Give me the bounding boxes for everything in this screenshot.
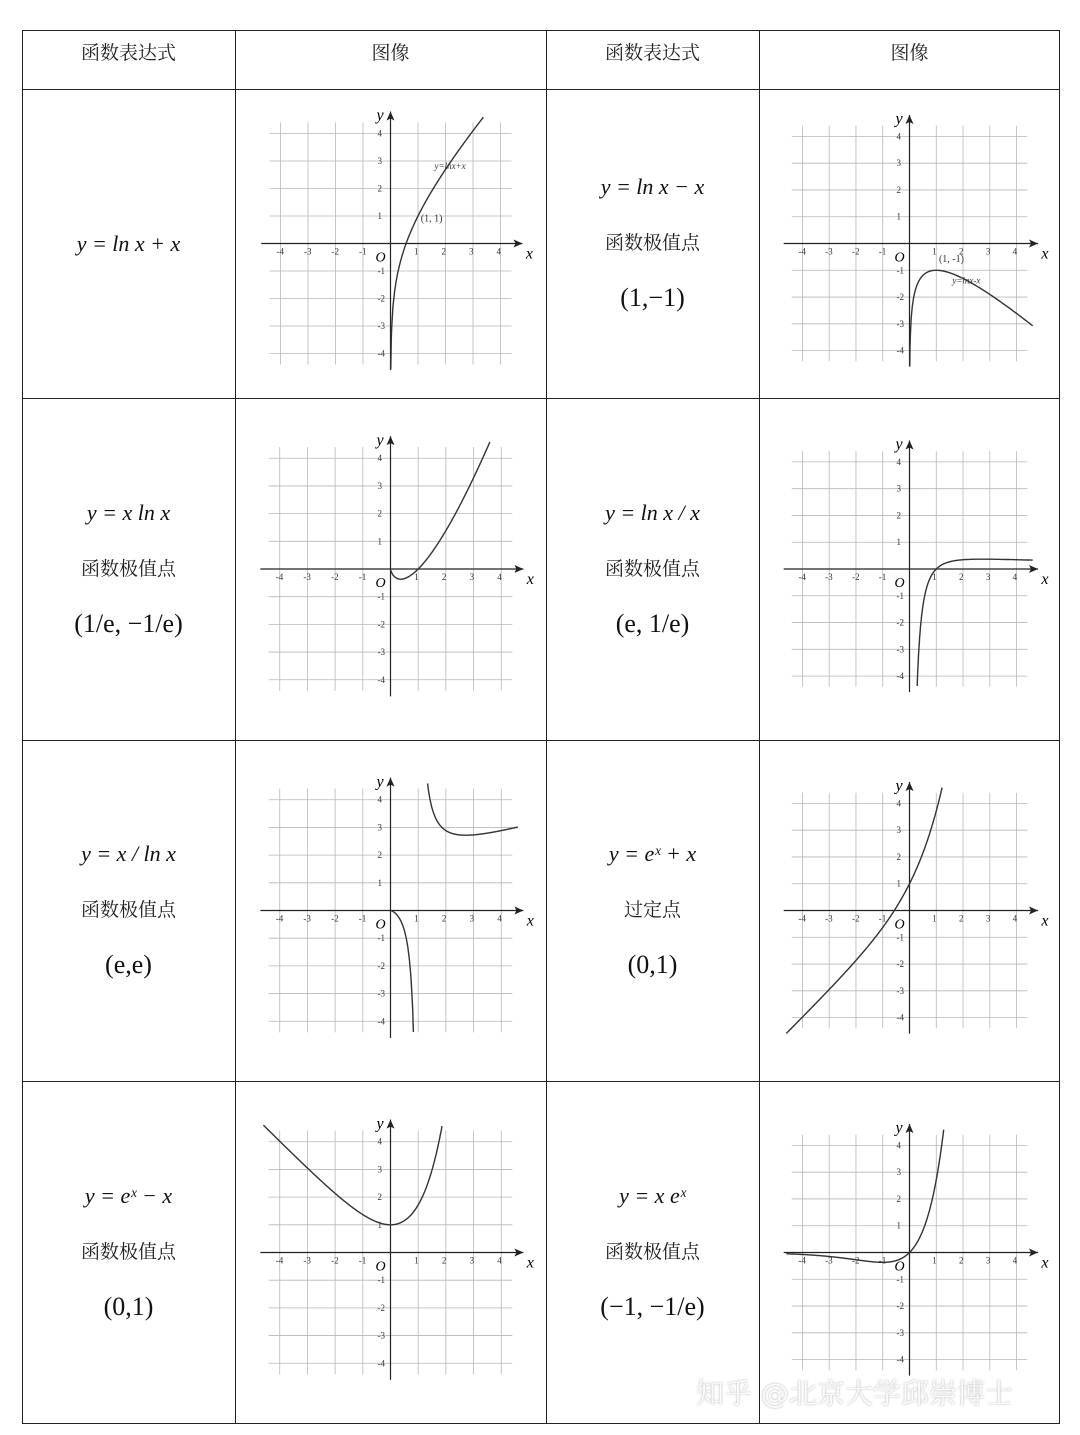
- x-tick-label: 2: [441, 572, 447, 582]
- x-tick-label: -4: [275, 913, 284, 924]
- x-tick-label: 1: [414, 572, 419, 582]
- key-point: (−1, −1/e): [600, 1292, 705, 1321]
- x-tick-label: -3: [825, 572, 833, 582]
- y-axis-label: y: [376, 431, 384, 449]
- expression-cell: [22, 740, 235, 1081]
- x-tick-label: 2: [959, 246, 964, 257]
- function-formula: y = x / ln x: [81, 841, 176, 866]
- x-tick-label: 2: [441, 913, 447, 924]
- function-graph: [764, 94, 1055, 393]
- y-tick-label: 4: [377, 1136, 382, 1147]
- x-tick-label: -4: [798, 572, 806, 582]
- function-graph: [240, 1086, 541, 1419]
- x-tick-label: -3: [825, 246, 833, 257]
- x-tick-label: 3: [985, 246, 991, 257]
- y-tick-label: 1: [896, 211, 901, 222]
- y-tick-label: 3: [377, 822, 382, 833]
- y-tick-label: 3: [896, 158, 901, 169]
- y-tick-label: 3: [896, 825, 901, 836]
- x-tick-label: 4: [496, 246, 502, 257]
- function-graph: [764, 403, 1055, 735]
- x-tick-label: -1: [878, 1255, 887, 1266]
- y-tick-label: -1: [377, 1275, 385, 1286]
- y-tick-label: -1: [896, 590, 904, 601]
- y-tick-label: 2: [377, 1192, 382, 1203]
- function-curve: [391, 784, 518, 1033]
- y-tick-label: 1: [377, 877, 382, 888]
- expression-cell: [22, 1081, 235, 1424]
- y-tick-label: 1: [896, 1220, 901, 1231]
- x-tick-label: 1: [932, 913, 937, 924]
- y-tick-label: -3: [377, 988, 385, 999]
- y-tick-label: -3: [896, 985, 904, 996]
- x-tick-label: 1: [932, 572, 937, 582]
- graph-cell: [759, 740, 1060, 1081]
- x-tick-label: 1: [932, 246, 937, 257]
- x-tick-label: -2: [331, 572, 339, 582]
- y-axis-label: y: [376, 773, 384, 791]
- origin-label: O: [375, 1259, 386, 1275]
- y-tick-label: -3: [377, 1330, 385, 1341]
- y-tick-label: 4: [377, 453, 382, 464]
- curve-label: y=lnx-x: [952, 275, 981, 286]
- x-tick-label: -3: [825, 913, 833, 924]
- y-tick-label: -2: [377, 1302, 385, 1313]
- y-tick-label: -4: [896, 671, 904, 682]
- note-label: 函数极值点: [604, 1241, 700, 1263]
- x-tick-label: -3: [303, 913, 311, 924]
- x-tick-label: 4: [1012, 1255, 1018, 1266]
- x-tick-label: 4: [497, 572, 502, 582]
- y-tick-label: 1: [377, 210, 382, 221]
- x-tick-label: -4: [798, 913, 806, 924]
- y-tick-label: 3: [896, 483, 901, 494]
- y-tick-label: 4: [377, 128, 382, 139]
- x-tick-label: 3: [469, 246, 474, 257]
- origin-label: O: [894, 576, 905, 591]
- x-tick-label: 1: [414, 246, 419, 257]
- y-axis-label: y: [376, 1115, 384, 1133]
- y-tick-label: 3: [377, 1164, 382, 1175]
- x-tick-label: -4: [275, 572, 284, 582]
- y-tick-label: -3: [377, 647, 385, 658]
- x-tick-label: -1: [878, 572, 887, 582]
- function-formula: y = ln x − x: [600, 174, 705, 199]
- y-tick-label: -1: [896, 1274, 904, 1285]
- function-table: [22, 30, 1060, 1424]
- function-graph: [240, 403, 541, 735]
- header-cell: 函数表达式: [80, 42, 176, 64]
- graph-cell: [759, 89, 1060, 398]
- x-axis-label: x: [526, 1254, 534, 1272]
- function-curve: [391, 442, 490, 579]
- x-tick-label: 1: [414, 913, 419, 924]
- function-formula: y = ln x + x: [76, 230, 181, 256]
- note-label: 函数极值点: [604, 232, 700, 254]
- graph-cell: [235, 740, 546, 1081]
- curve-label: y=lnx+x: [434, 161, 466, 172]
- function-curve: [263, 1125, 442, 1225]
- x-tick-label: 2: [441, 246, 447, 257]
- expression-cell: [22, 398, 235, 740]
- x-tick-label: 2: [959, 1255, 964, 1266]
- header-cell: 函数表达式: [604, 42, 700, 64]
- point-label: (1, -1): [938, 254, 964, 266]
- note-label: 过定点: [623, 899, 681, 921]
- x-axis-label: x: [1041, 912, 1049, 930]
- function-formula: y = eˣ − x: [84, 1183, 173, 1208]
- y-tick-label: -4: [896, 345, 904, 356]
- y-tick-label: 1: [896, 537, 901, 548]
- y-tick-label: -2: [896, 292, 904, 303]
- function-formula: y = eˣ + x: [608, 841, 697, 866]
- key-point: (1/e, −1/e): [74, 608, 183, 638]
- x-tick-label: 3: [985, 572, 991, 582]
- x-tick-label: -1: [358, 913, 367, 924]
- y-tick-label: 1: [377, 1219, 382, 1230]
- note-label: 函数极值点: [604, 557, 700, 580]
- x-tick-label: -2: [331, 913, 339, 924]
- x-tick-label: 3: [469, 913, 475, 924]
- y-tick-label: -1: [377, 591, 385, 602]
- y-tick-label: 2: [377, 850, 382, 861]
- x-tick-label: -1: [358, 246, 367, 257]
- graph-cell: [235, 398, 546, 740]
- x-tick-label: 4: [1012, 246, 1018, 257]
- y-tick-label: -2: [377, 960, 385, 971]
- y-tick-label: 3: [377, 155, 382, 166]
- x-tick-label: -2: [851, 572, 860, 582]
- y-tick-label: 4: [377, 794, 382, 805]
- key-point: (0,1): [103, 1292, 154, 1321]
- x-tick-label: -2: [331, 1255, 339, 1266]
- y-tick-label: -3: [896, 1327, 904, 1338]
- y-tick-label: 2: [896, 510, 901, 521]
- x-axis-label: x: [526, 571, 534, 588]
- y-tick-label: 1: [896, 878, 901, 889]
- expression-cell: [546, 740, 759, 1081]
- graph-cell: [235, 89, 546, 398]
- y-tick-label: -2: [896, 1301, 904, 1312]
- expression-cell: [22, 89, 235, 398]
- header-cell: 图像: [371, 42, 410, 64]
- y-tick-label: -1: [896, 265, 904, 276]
- point-label: (1, 1): [420, 213, 443, 225]
- y-tick-label: -3: [896, 318, 904, 329]
- note-label: 函数极值点: [80, 557, 176, 580]
- x-tick-label: -1: [878, 913, 887, 924]
- x-tick-label: -2: [851, 1255, 860, 1266]
- y-tick-label: 2: [896, 851, 901, 862]
- x-tick-label: -3: [825, 1255, 833, 1266]
- key-point: (e,e): [105, 950, 152, 979]
- function-curve: [786, 1130, 943, 1263]
- function-formula: y = x eˣ: [619, 1183, 686, 1208]
- watermark: 知乎 @北京大学邱崇博士: [696, 1377, 1013, 1410]
- x-tick-label: -1: [358, 1255, 367, 1266]
- y-tick-label: -2: [896, 959, 904, 970]
- x-tick-label: 1: [414, 1255, 419, 1266]
- y-axis-label: y: [895, 1119, 903, 1137]
- x-axis-label: x: [526, 912, 534, 930]
- x-tick-label: -2: [851, 913, 860, 924]
- x-tick-label: 2: [959, 572, 964, 582]
- x-tick-label: -4: [798, 1255, 806, 1266]
- x-tick-label: -1: [878, 246, 887, 257]
- y-tick-label: -2: [377, 293, 385, 304]
- origin-label: O: [375, 250, 386, 266]
- x-tick-label: -2: [851, 246, 860, 257]
- origin-label: O: [894, 250, 905, 266]
- y-tick-label: 3: [377, 480, 382, 491]
- x-tick-label: -4: [275, 1255, 284, 1266]
- origin-label: O: [375, 576, 386, 591]
- x-tick-label: 3: [469, 1255, 475, 1266]
- y-tick-label: -4: [896, 1354, 904, 1365]
- x-tick-label: 4: [1012, 572, 1018, 582]
- y-axis-label: y: [376, 107, 384, 125]
- x-tick-label: 4: [497, 913, 502, 924]
- note-label: 函数极值点: [80, 1241, 176, 1263]
- y-tick-label: 4: [896, 456, 901, 467]
- x-tick-label: 3: [985, 1255, 991, 1266]
- x-tick-label: -4: [798, 246, 806, 257]
- y-tick-label: 4: [896, 798, 901, 809]
- y-axis-label: y: [895, 436, 903, 454]
- function-formula: y = x ln x: [86, 499, 171, 525]
- header-cell: 图像: [890, 42, 929, 64]
- x-tick-label: 4: [1012, 913, 1018, 924]
- y-tick-label: -2: [896, 617, 904, 628]
- y-tick-label: -4: [377, 1358, 385, 1369]
- y-tick-label: 2: [377, 508, 382, 519]
- y-tick-label: -3: [377, 321, 385, 332]
- origin-label: O: [894, 917, 905, 933]
- expression-cell: [546, 398, 759, 740]
- expression-cell: [546, 89, 759, 398]
- origin-label: O: [375, 917, 386, 933]
- x-tick-label: 4: [497, 1255, 502, 1266]
- x-tick-label: 3: [469, 572, 475, 582]
- y-tick-label: 1: [377, 536, 382, 547]
- y-tick-label: -2: [377, 619, 385, 630]
- function-graph: [764, 1086, 1055, 1419]
- y-tick-label: -3: [896, 644, 904, 655]
- key-point: (0,1): [627, 950, 678, 979]
- x-tick-label: -2: [331, 246, 339, 257]
- y-tick-label: 4: [896, 1140, 901, 1151]
- y-tick-label: -1: [896, 932, 904, 943]
- y-tick-label: -1: [377, 266, 385, 277]
- y-tick-label: -4: [377, 674, 385, 685]
- y-axis-label: y: [895, 110, 903, 128]
- x-tick-label: 1: [932, 1255, 937, 1266]
- y-axis-label: y: [895, 777, 903, 795]
- note-label: 函数极值点: [80, 899, 176, 921]
- y-tick-label: 3: [896, 1167, 901, 1178]
- function-graph: [240, 94, 541, 393]
- x-axis-label: x: [525, 245, 534, 263]
- key-point: (e, 1/e): [615, 608, 690, 638]
- origin-label: O: [894, 1259, 905, 1275]
- x-tick-label: -4: [276, 246, 284, 257]
- y-tick-label: -4: [896, 1012, 904, 1023]
- x-tick-label: -1: [358, 572, 367, 582]
- function-graph: [764, 745, 1055, 1076]
- x-tick-label: -3: [303, 572, 311, 582]
- y-tick-label: 2: [896, 184, 901, 195]
- y-tick-label: -4: [377, 348, 385, 359]
- y-tick-label: -4: [377, 1016, 385, 1027]
- x-tick-label: -3: [303, 1255, 311, 1266]
- function-graph: [240, 745, 541, 1076]
- x-axis-label: x: [1041, 1254, 1049, 1272]
- x-tick-label: 2: [959, 913, 964, 924]
- x-tick-label: 2: [441, 1255, 447, 1266]
- y-tick-label: 2: [377, 183, 382, 194]
- function-formula: y = ln x / x: [605, 499, 700, 525]
- graph-cell: [235, 1081, 546, 1424]
- x-tick-label: -3: [303, 246, 312, 257]
- graph-cell: [759, 398, 1060, 740]
- x-axis-label: x: [1041, 245, 1049, 263]
- x-tick-label: 3: [985, 913, 991, 924]
- y-tick-label: 4: [896, 131, 901, 142]
- x-axis-label: x: [1041, 571, 1049, 588]
- y-tick-label: 2: [896, 1193, 901, 1204]
- key-point: (1,−1): [620, 283, 685, 312]
- y-tick-label: -1: [377, 933, 385, 944]
